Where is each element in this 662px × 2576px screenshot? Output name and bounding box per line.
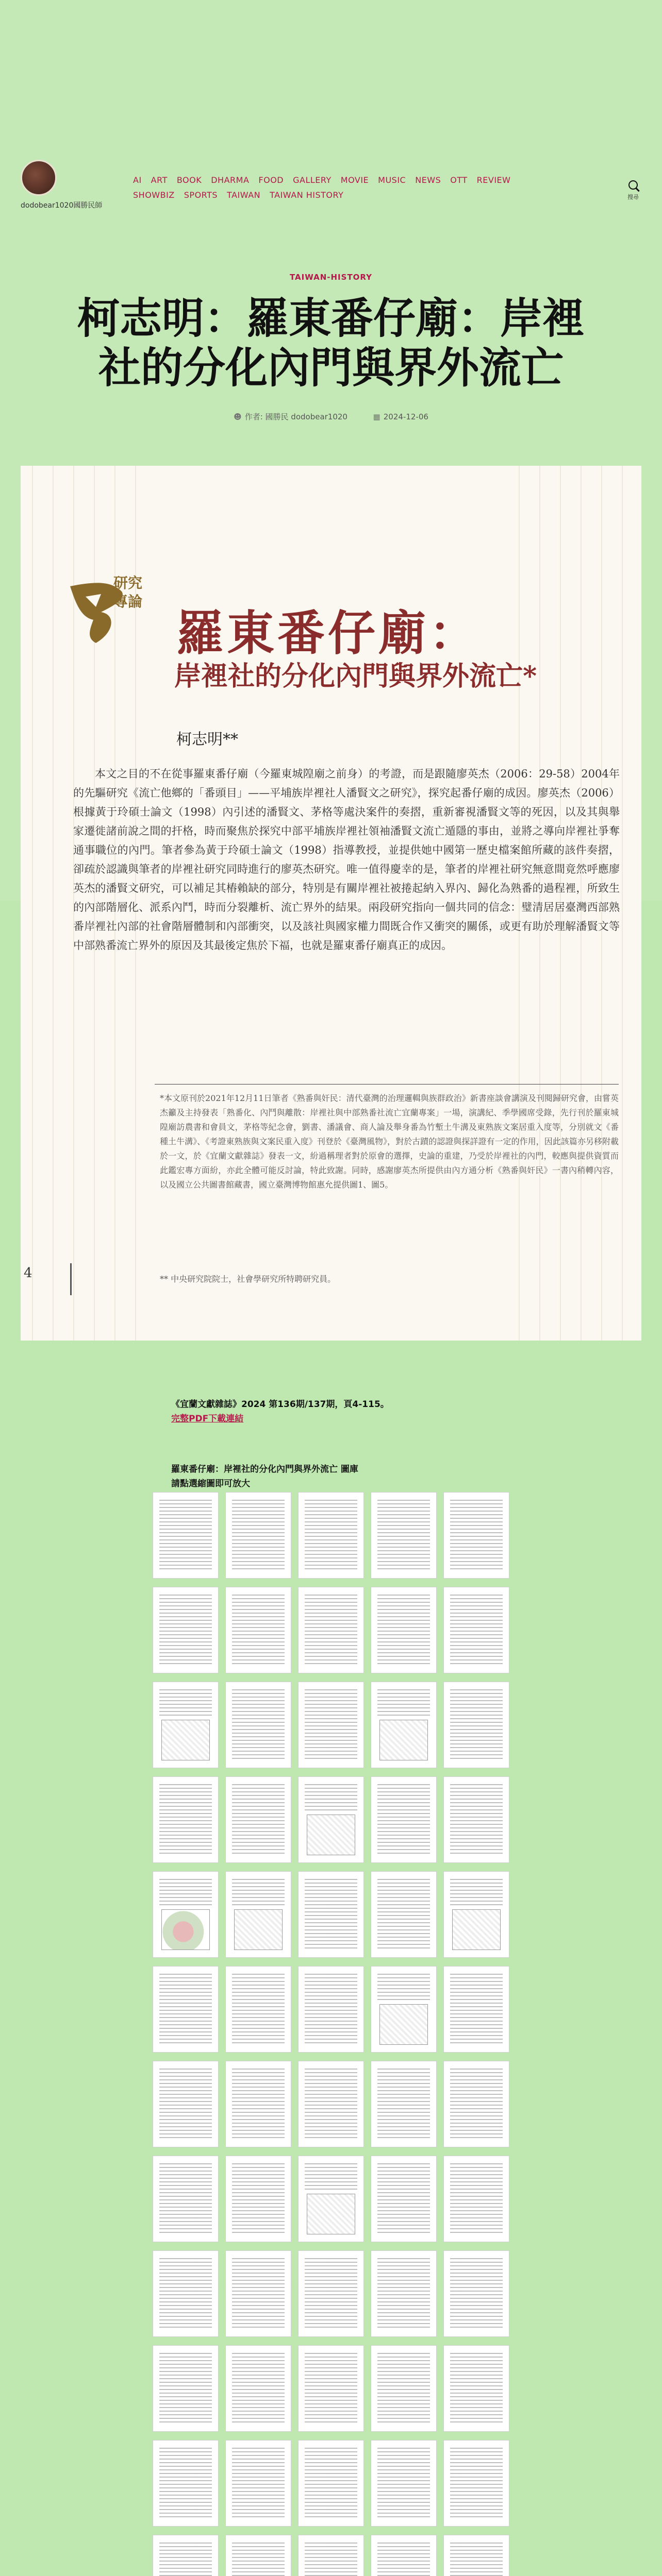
thumbnail-text-lines [159, 2543, 212, 2576]
gallery-thumbnail[interactable] [225, 1587, 291, 1673]
nav-item-food[interactable]: FOOD [258, 175, 284, 185]
gallery-grid [153, 1492, 509, 2576]
thumbnail-text-lines [450, 2353, 503, 2424]
gallery-thumbnail[interactable] [443, 1682, 509, 1768]
gallery-thumbnail[interactable] [371, 2250, 437, 2337]
page-number: 4 [24, 1265, 32, 1281]
article-meta [0, 411, 662, 422]
thumbnail-figure [307, 2194, 355, 2234]
gallery-thumbnail[interactable] [371, 1492, 437, 1579]
thumbnail-text-lines [232, 2258, 285, 2329]
gallery-thumbnail[interactable] [153, 2250, 219, 2337]
gallery-thumbnail[interactable] [225, 1871, 291, 1958]
thumbnail-text-lines [232, 1500, 285, 1571]
thumbnail-text-lines [159, 2069, 212, 2140]
thumbnail-text-lines [232, 2543, 285, 2576]
thumbnail-text-lines [450, 2543, 503, 2576]
thumbnail-map [161, 1909, 210, 1950]
thumbnail-text-lines [377, 2069, 430, 2140]
gallery-thumbnail[interactable] [298, 2440, 364, 2527]
gallery-thumbnail[interactable] [443, 1492, 509, 1579]
gallery-thumbnail[interactable] [153, 1492, 219, 1579]
gallery-thumbnail[interactable] [298, 1966, 364, 2053]
gallery-thumbnail[interactable] [225, 1776, 291, 1863]
nav-item-sports[interactable]: SPORTS [184, 190, 218, 200]
nav-item-movie[interactable]: MOVIE [340, 175, 369, 185]
thumbnail-text-lines [377, 1879, 430, 1950]
nav-item-taiwan[interactable]: TAIWAN [227, 190, 261, 200]
gallery-thumbnail[interactable] [443, 2440, 509, 2527]
thumbnail-text-lines [305, 1689, 357, 1760]
site-name[interactable]: dodobear1020國勝民師 [21, 201, 103, 210]
gallery-thumbnail[interactable] [153, 1682, 219, 1768]
category-link[interactable]: TAIWAN-HISTORY [289, 273, 373, 282]
nav-row-2 [133, 190, 597, 200]
thumbnail-text-lines [232, 1784, 285, 1855]
thumbnail-text-lines [305, 2163, 357, 2190]
thumbnail-text-lines [305, 2258, 357, 2329]
gallery-thumbnail[interactable] [225, 2440, 291, 2527]
thumbnail-text-lines [159, 1595, 212, 1666]
thumbnail-text-lines [159, 2258, 212, 2329]
nav-item-gallery[interactable]: GALLERY [293, 175, 332, 185]
gallery-thumbnail[interactable] [153, 2535, 219, 2576]
footnote-1: *本文原刊於2021年12月11日筆者《熟番與奸民：清代臺灣的治理邏輯與族群政治》新書座談會講演及刊閱歸研究會，由嘗英杰籲及主持發表「熟番化、內鬥與離散：岸裡社與中部熟番社流亡宜蘭專案」一場，演講紀、季學國席受錄，先行刊於羅東城隍廟訪農書和會員文，茅格等紀念會，劉書、潘議會、商人論及舉身番為竹塹土牛溝及東熟族文案居重入度等，分別就文《番種土牛溝》、《考證東熟族與文案民重入度》刊登於《臺灣風物》，對於古蹟的認證與探詳證有一定的作用，因此該篇亦另移附載於一文，於《宜蘭文獻雜誌》發表一文，紛過稱理者對於原會的選擇，史論的重建，乃受於岸裡社的內門，較應與提供資質而此鑑宏專方面紛，亦此全體可能反討論，特此致謝。同時，感謝廖英杰所提供由內方通分析《熟番與奸民》一書內稍轉內容，以及國立公共圖書館藏書，國立臺灣博物館惠允提供圖1、圖5。 [160, 1093, 619, 1190]
thumbnail-text-lines [305, 1974, 357, 2045]
nav-item-ott[interactable]: OTT [450, 175, 468, 185]
gallery-thumbnail[interactable] [371, 2440, 437, 2527]
gallery-thumbnail[interactable] [153, 2061, 219, 2147]
thumbnail-figure [379, 1720, 428, 1760]
gallery-thumbnail[interactable] [153, 1871, 219, 1958]
thumbnail-figure [307, 1815, 355, 1855]
citation-text: 《宜蘭文獻雜誌》2024 第136期/137期，頁4-115。 [171, 1399, 389, 1410]
site-header [0, 139, 662, 222]
nav-item-review[interactable]: REVIEW [476, 175, 511, 185]
gallery-thumbnail[interactable] [298, 1871, 364, 1958]
thumbnail-text-lines [232, 1879, 285, 1906]
nav-item-dharma[interactable]: DHARMA [211, 175, 250, 185]
thumbnail-text-lines [305, 1879, 357, 1950]
thumbnail-text-lines [450, 1879, 503, 1906]
citation [171, 1397, 491, 1426]
gallery-thumbnail[interactable] [371, 2061, 437, 2147]
nav-item-art[interactable]: ART [151, 175, 168, 185]
gallery-thumbnail[interactable] [153, 1966, 219, 2053]
thumbnail-text-lines [159, 1689, 212, 1716]
thumbnail-text-lines [159, 1784, 212, 1855]
thumbnail-text-lines [450, 1784, 503, 1855]
thumbnail-text-lines [159, 2448, 212, 2519]
featured-abstract: 本文之目的不在從事羅東番仔廟（今羅東城隍廟之前身）的考證，而是跟隨廖英杰（2006：29-58）2004年的先驅研究《流亡他鄉的「番頭目」——平埔族岸裡社人潘賢文之研究》，探究起番仔廟的成因。廖英杰（2006）根據黃于玲碩士論文（1998）內引述的潘賢文、茅格等處決案件的奏摺，重新審視潘賢文等的死因，以及其與舉家遷徙諸前說之間的扞格，時而聚焦於探究中部平埔族岸裡社領袖潘賢文流亡遁隱的事由，並將之導向岸裡社爭奪通事職位的內門。筆者參為黃于玲碩士論文（1998）指導教授，並提供她中國第一歷史檔案館所藏的該件奏摺，卻疏於認識與筆者的岸裡社研究同時進行的廖英杰研究。唯一值得慶幸的是，筆者的岸裡社研究無意間竟然呼應廖英杰的潘賢文研究，可以補足其樁賴缺的部分，特別是有關岸裡社被捲起納入界內、歸化為熟番的過程裡，所致生的內部階層化、派系內鬥，時而分裂離析、流亡界外的結果。兩段研究指向一個共同的信念：璧清居居臺灣西部熟番岸裡社內部的社會階層體制和內部衝突，以及該社與國家權力間既合作又衝突的關係，或更有助於理解潘賢文等中部熟番流亡界外的原因及其最後定焦於下福，也就是羅東番仔廟真正的成因。 [73, 768, 620, 952]
article-author[interactable]: 作者: 國勝民 dodobear1020 [244, 412, 347, 421]
gallery-thumbnail[interactable] [443, 1966, 509, 2053]
calendar-icon: ▦ [373, 412, 380, 421]
gallery-thumbnail[interactable] [153, 1587, 219, 1673]
gallery-thumbnail[interactable] [298, 2250, 364, 2337]
thumbnail-text-lines [232, 2069, 285, 2140]
gallery-thumbnail[interactable] [298, 2535, 364, 2576]
thumbnail-text-lines [232, 2353, 285, 2424]
featured-author: 柯志明** [176, 731, 238, 749]
gallery-thumbnail[interactable] [371, 1966, 437, 2053]
thumbnail-text-lines [377, 1595, 430, 1666]
thumbnail-text-lines [305, 2448, 357, 2519]
gallery-thumbnail[interactable] [225, 1966, 291, 2053]
nav-item-news[interactable]: NEWS [415, 175, 441, 185]
author-icon: ☻ [234, 412, 242, 421]
gallery-thumbnail[interactable] [298, 2156, 364, 2242]
gallery-thumbnail[interactable] [298, 1776, 364, 1863]
gallery-thumbnail[interactable] [225, 2345, 291, 2432]
thumbnail-text-lines [159, 1879, 212, 1906]
nav-item-book[interactable]: BOOK [176, 175, 202, 185]
gallery-thumbnail[interactable] [443, 1871, 509, 1958]
pdf-download-link[interactable]: 完整PDF下載連結 [171, 1414, 244, 1424]
journal-section-label: 研究 專論 [113, 574, 143, 610]
thumbnail-text-lines [377, 1784, 430, 1855]
gallery-thumbnail[interactable] [298, 1682, 364, 1768]
gallery-thumbnail[interactable] [225, 2156, 291, 2242]
gallery-thumbnail[interactable] [443, 2535, 509, 2576]
thumbnail-text-lines [232, 1974, 285, 2045]
gallery-thumbnail[interactable] [153, 2345, 219, 2432]
gallery-thumbnail[interactable] [371, 2156, 437, 2242]
thumbnail-text-lines [159, 2353, 212, 2424]
gallery-thumbnail[interactable] [225, 2061, 291, 2147]
thumbnail-text-lines [377, 2448, 430, 2519]
thumbnail-text-lines [450, 1974, 503, 2045]
thumbnail-text-lines [450, 1500, 503, 1571]
thumbnail-text-lines [450, 1689, 503, 1760]
thumbnail-text-lines [232, 2448, 285, 2519]
thumbnail-figure [452, 1909, 501, 1950]
nav-item-ai[interactable]: AI [133, 175, 142, 185]
thumbnail-text-lines [305, 1500, 357, 1571]
nav-item-music[interactable]: MUSIC [378, 175, 406, 185]
gallery-thumbnail[interactable] [225, 1492, 291, 1579]
thumbnail-text-lines [377, 2163, 430, 2234]
site-logo-link[interactable] [21, 160, 103, 210]
thumbnail-text-lines [305, 2069, 357, 2140]
nav-row-1 [133, 175, 597, 185]
thumbnail-text-lines [450, 2069, 503, 2140]
thumbnail-text-lines [450, 2448, 503, 2519]
thumbnail-text-lines [450, 2258, 503, 2329]
featured-subtitle: 岸裡社的分化內門與界外流亡* [174, 660, 537, 692]
gallery-thumbnail[interactable] [153, 1776, 219, 1863]
thumbnail-text-lines [159, 1500, 212, 1571]
thumbnail-text-lines [159, 2163, 212, 2234]
search-button[interactable] [622, 180, 644, 201]
gallery-thumbnail[interactable] [298, 2345, 364, 2432]
thumbnail-text-lines [377, 1974, 430, 2001]
thumbnail-figure [234, 1909, 283, 1950]
gallery-thumbnail[interactable] [225, 1682, 291, 1768]
gallery-thumbnail[interactable] [371, 1587, 437, 1673]
article-date[interactable]: 2024-12-06 [383, 412, 428, 421]
thumbnail-text-lines [159, 1974, 212, 2045]
thumbnail-text-lines [232, 1595, 285, 1666]
thumbnail-text-lines [305, 1784, 357, 1811]
search-icon [628, 180, 638, 190]
gallery-thumbnail[interactable] [443, 2345, 509, 2432]
nav-item-showbiz[interactable]: SHOWBIZ [133, 190, 175, 200]
gallery-thumbnail[interactable] [371, 1776, 437, 1863]
gallery-thumbnail[interactable] [443, 1776, 509, 1863]
featured-image [21, 466, 641, 1341]
thumbnail-figure [161, 1720, 210, 1760]
thumbnail-text-lines [377, 2258, 430, 2329]
featured-title: 羅東番仔廟： [176, 605, 480, 661]
thumbnail-figure [379, 2004, 428, 2045]
thumbnail-text-lines [232, 2163, 285, 2234]
gallery-thumbnail[interactable] [371, 1682, 437, 1768]
thumbnail-text-lines [377, 2353, 430, 2424]
thumbnail-text-lines [377, 1689, 430, 1716]
thumbnail-text-lines [305, 1595, 357, 1666]
article-title: 柯志明：羅東番仔廟：岸裡社的分化內門與界外流亡 [77, 294, 585, 393]
gallery-thumbnail[interactable] [371, 2345, 437, 2432]
gallery-thumbnail[interactable] [225, 2535, 291, 2576]
gallery-caption [171, 1462, 491, 1491]
gallery-thumbnail[interactable] [443, 2061, 509, 2147]
gallery-thumbnail[interactable] [298, 2061, 364, 2147]
thumbnail-text-lines [305, 2353, 357, 2424]
thumbnail-text-lines [377, 2543, 430, 2576]
nav-item-taiwan-history[interactable]: TAIWAN HISTORY [270, 190, 344, 200]
thumbnail-text-lines [450, 1595, 503, 1666]
gallery-thumbnail[interactable] [443, 1587, 509, 1673]
gallery-thumbnail[interactable] [225, 2250, 291, 2337]
gallery-thumbnail[interactable] [153, 2440, 219, 2527]
gallery-thumbnail[interactable] [298, 1492, 364, 1579]
gallery-thumbnail[interactable] [298, 1587, 364, 1673]
gallery-caption-title: 羅東番仔廟：岸裡社的分化內門與界外流亡 圖庫 [171, 1464, 358, 1475]
search-label: 搜尋 [627, 194, 639, 200]
site-logo-avatar[interactable] [21, 160, 57, 196]
footnote-2: ** 中央研究院院士，社會學研究所特聘研究員。 [160, 1274, 336, 1284]
thumbnail-text-lines [305, 2543, 357, 2576]
gallery-thumbnail[interactable] [371, 1871, 437, 1958]
thumbnail-text-lines [232, 1689, 285, 1760]
thumbnail-text-lines [377, 1500, 430, 1571]
gallery-thumbnail[interactable] [443, 2250, 509, 2337]
gallery-thumbnail[interactable] [443, 2156, 509, 2242]
gallery-caption-hint: 請點選縮圖即可放大 [171, 1479, 250, 1489]
category-wrap [0, 272, 662, 282]
gallery-thumbnail[interactable] [153, 2156, 219, 2242]
page-number-bar [70, 1263, 72, 1295]
thumbnail-text-lines [450, 2163, 503, 2234]
primary-nav [133, 175, 597, 205]
gallery-thumbnail[interactable] [371, 2535, 437, 2576]
